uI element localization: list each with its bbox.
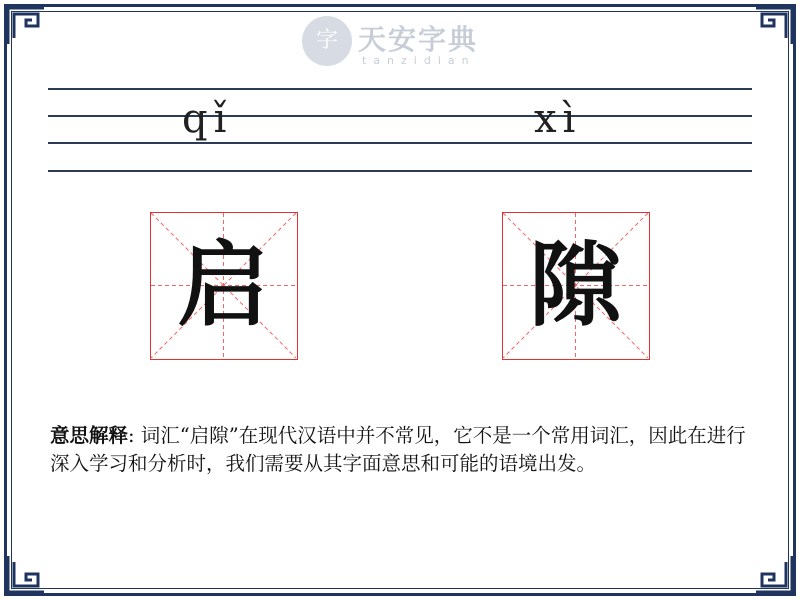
logo-seal-icon: 字 — [302, 16, 352, 66]
meaning-paragraph — [50, 422, 755, 478]
pinyin-2: xì — [534, 96, 582, 142]
corner-ornament-top-right — [754, 6, 794, 46]
character-2: 隙 — [529, 231, 622, 339]
logo-title: 天安字典 — [358, 23, 479, 56]
watermark-logo — [302, 16, 502, 70]
logo-subtitle: tanzidian — [362, 54, 476, 67]
corner-ornament-top-left — [6, 6, 46, 46]
corner-ornament-bottom-right — [754, 554, 794, 594]
pinyin-staff-lines — [48, 88, 752, 172]
character-1: 启 — [177, 231, 270, 339]
pinyin-1: qǐ — [182, 96, 233, 142]
corner-ornament-bottom-left — [6, 554, 46, 594]
character-grid-2 — [502, 212, 650, 360]
character-grid-1 — [150, 212, 298, 360]
meaning-label: 意思解释 — [50, 424, 129, 447]
meaning-text: : 词汇“启隙”在现代汉语中并不常见，它不是一个常用词汇，因此在进行深入学习和分析时，我们需要从其字面意思和可能的语境出发。 — [50, 424, 746, 475]
